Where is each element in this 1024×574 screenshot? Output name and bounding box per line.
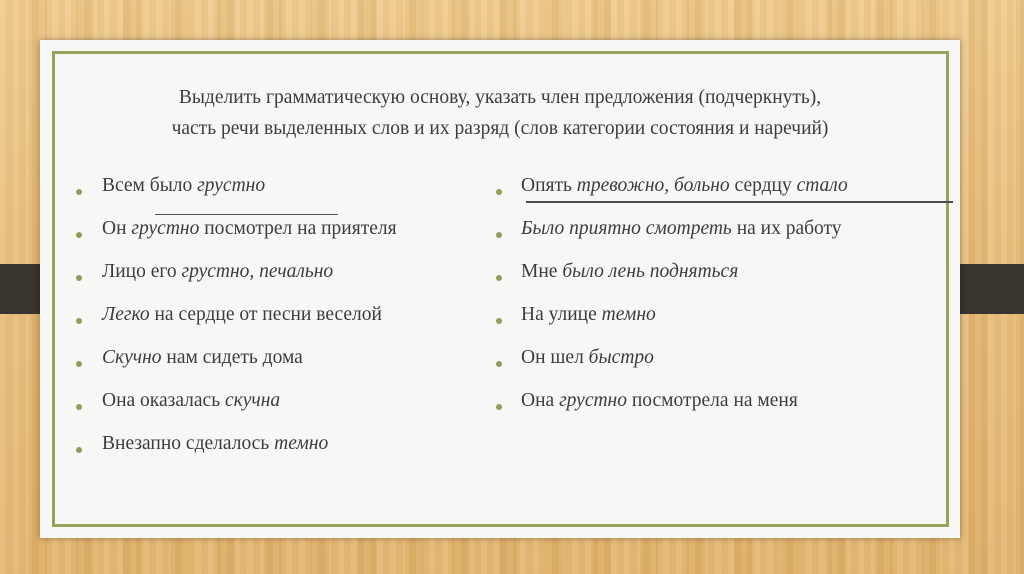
left-item-2-italic: грустно: [131, 218, 200, 239]
right-item-2: [521, 217, 842, 241]
right-item-6-italic: грустно: [559, 390, 627, 411]
bullet-icon: [76, 318, 82, 324]
title-line-1: Выделить грамматическую основу, указать член предложения (подчеркнуть),: [178, 87, 822, 108]
left-item-1: [102, 174, 265, 198]
left-item-6: [102, 389, 280, 413]
right-item-5-italic: быстро: [588, 347, 654, 368]
bullet-icon: [496, 275, 502, 281]
left-item-1-italic: грустно: [197, 175, 266, 196]
left-item-5: [102, 346, 303, 370]
bullet-icon: [496, 232, 502, 238]
right-item-4: [521, 303, 656, 327]
left-item-6-text: Она оказалась: [102, 390, 225, 411]
right-item-1-text: Опять: [521, 175, 577, 196]
left-item-2-text: Он: [102, 218, 132, 239]
right-item-6-rest: посмотрела на меня: [626, 390, 798, 411]
right-dark-band: [960, 264, 1024, 314]
right-item-5: [521, 346, 654, 370]
bullet-icon: [496, 318, 502, 324]
left-item-4-rest: на сердце от песни веселой: [149, 304, 382, 325]
right-item-1-mid: сердцу: [729, 175, 797, 196]
right-item-6: [521, 389, 798, 413]
right-item-3-italic: было лень подняться: [562, 261, 739, 282]
bullet-icon: [76, 275, 82, 281]
left-item-5-italic: Скучно: [102, 347, 162, 368]
left-item-7: [102, 432, 328, 456]
right-item-6-text: Она: [521, 390, 560, 411]
bullet-icon: [76, 404, 82, 410]
left-item-3-text: Лицо его: [102, 261, 182, 282]
underline-mark: [155, 214, 338, 215]
right-item-4-italic: темно: [601, 304, 656, 325]
left-dark-band: [0, 264, 40, 314]
left-item-2: [102, 217, 397, 241]
slide: [40, 40, 960, 538]
bullet-icon: [496, 404, 502, 410]
right-item-3-text: Мне: [521, 261, 563, 282]
left-item-7-italic: темно: [274, 433, 329, 454]
left-item-6-italic: скучна: [224, 390, 281, 411]
right-item-1-italic: тревожно, больно: [576, 175, 730, 196]
bullet-icon: [76, 361, 82, 367]
left-item-4: [102, 303, 382, 327]
bullet-icon: [496, 361, 502, 367]
right-item-5-text: Он шел: [521, 347, 589, 368]
left-item-5-rest: нам сидеть дома: [161, 347, 303, 368]
right-item-2-rest: на их работу: [731, 218, 842, 239]
underline-mark: [526, 201, 953, 203]
title-line-2: часть речи выделенных слов и их разряд (слов категории состояния и наречий): [171, 118, 829, 139]
left-item-3: [102, 260, 333, 284]
right-item-1-italic-2: стало: [796, 175, 848, 196]
left-item-7-text: Внезапно сделалось: [102, 433, 275, 454]
left-item-3-italic: грустно, печально: [181, 261, 334, 282]
right-item-3: [521, 260, 738, 284]
bullet-icon: [76, 189, 82, 195]
left-item-1-text: Всем было: [102, 175, 198, 196]
slide-title: [40, 82, 960, 144]
right-item-2-italic: Было приятно смотреть: [521, 218, 732, 239]
left-item-2-rest: посмотрел на приятеля: [199, 218, 397, 239]
bullet-icon: [76, 447, 82, 453]
bullet-icon: [496, 189, 502, 195]
right-item-1: [521, 174, 848, 198]
right-item-4-text: На улице: [521, 304, 602, 325]
left-item-4-italic: Легко: [102, 304, 150, 325]
bullet-icon: [76, 232, 82, 238]
